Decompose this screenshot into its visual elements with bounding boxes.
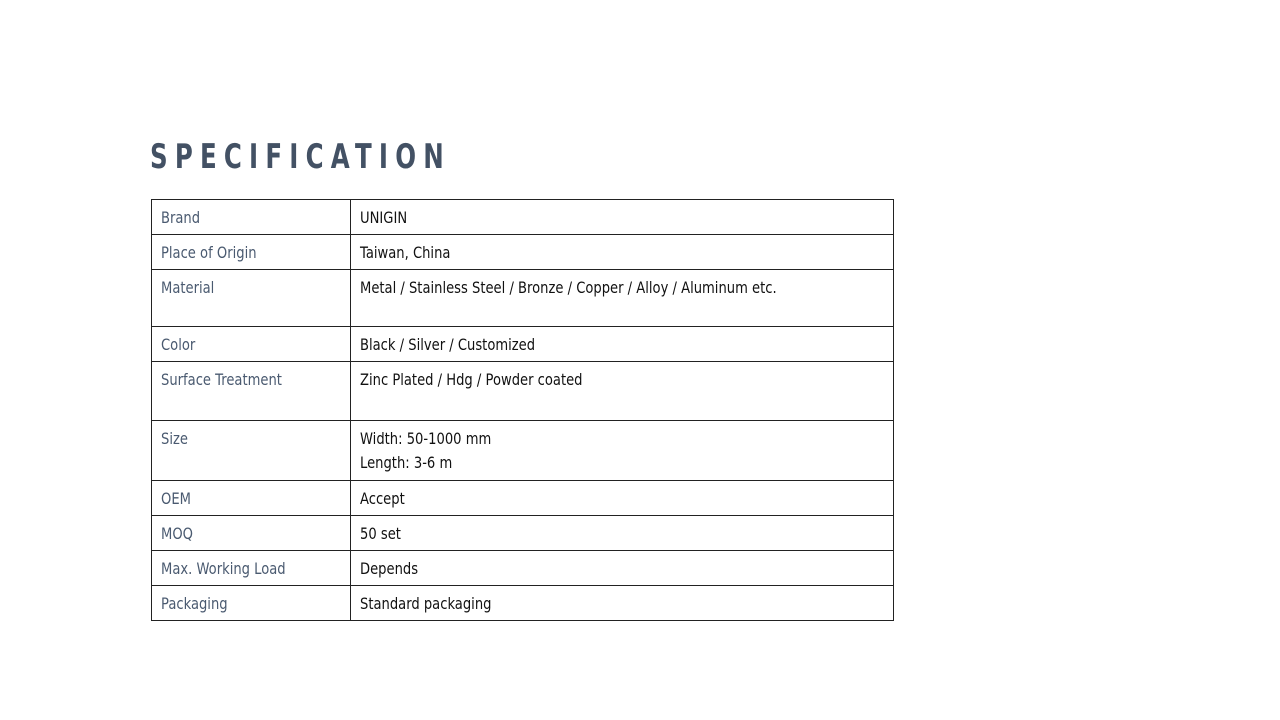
page-title: SPECIFICATION [150,137,451,177]
table-row [152,327,894,362]
table-row [152,481,894,516]
table-row [152,551,894,586]
row-label-packaging: Packaging [152,586,351,621]
row-value-size: Width: 50-1000 mm Length: 3-6 m [351,421,894,481]
row-value-moq: 50 set [351,516,894,551]
row-value-place-of-origin: Taiwan, China [351,235,894,270]
table-row [152,421,894,481]
table-row [152,270,894,327]
row-label-color: Color [152,327,351,362]
row-value-brand: UNIGIN [351,200,894,235]
specification-table [151,199,894,621]
row-label-moq: MOQ [152,516,351,551]
row-label-brand: Brand [152,200,351,235]
row-value-max-working-load: Depends [351,551,894,586]
table-row [152,362,894,421]
table-row [152,586,894,621]
row-label-oem: OEM [152,481,351,516]
row-value-surface-treatment: Zinc Plated / Hdg / Powder coated [351,362,894,421]
row-value-packaging: Standard packaging [351,586,894,621]
table-row [152,235,894,270]
row-value-material: Metal / Stainless Steel / Bronze / Copper / Alloy / Aluminum etc. [351,270,894,327]
row-label-place-of-origin: Place of Origin [152,235,351,270]
row-value-color: Black / Silver / Customized [351,327,894,362]
row-label-surface-treatment: Surface Treatment [152,362,351,421]
row-label-size: Size [152,421,351,481]
row-value-oem: Accept [351,481,894,516]
table-row [152,200,894,235]
table-row [152,516,894,551]
row-label-material: Material [152,270,351,327]
row-label-max-working-load: Max. Working Load [152,551,351,586]
